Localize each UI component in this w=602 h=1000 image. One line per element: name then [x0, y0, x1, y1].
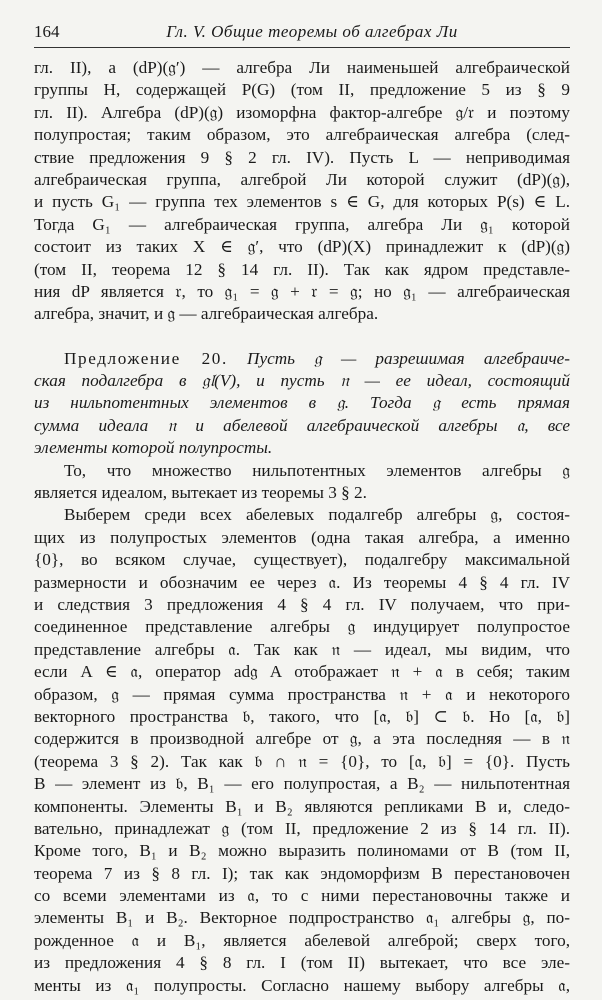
- text-line: из нильпотентных элементов в 𝔤. Тогда 𝔤 есть прямая: [34, 393, 570, 413]
- proposition-20: [34, 348, 570, 460]
- text-line: и пусть G₁ — группа тех элементов s ∈ G, для которых P(s) ∈ L.: [34, 192, 570, 212]
- text-line: векторного пространства 𝔟, такого, что [𝔞, 𝔟] ⊂ 𝔟. Но [𝔞, 𝔟]: [34, 706, 570, 726]
- text-line: Тогда G₁ — алгебраическая группа, алгебра Ли 𝔤₁ которой: [34, 214, 570, 234]
- text-line: если A ∈ 𝔞, оператор ad𝔤 A отображает 𝔫 + 𝔞 в себя; таким: [34, 662, 570, 682]
- text-line: гл. II). Алгебра (dP)(𝔤) изоморфна фактор-алгебре 𝔤/𝔯 и поэтому: [34, 102, 570, 122]
- text-line: ствие предложения 9 § 2 гл. IV). Пусть L — неприводимая: [34, 147, 570, 167]
- text-line: ская подалгебра в 𝔤𝔩(V), и пусть 𝔫 — ее идеал, состоящий: [34, 371, 570, 391]
- text-line: алгебра, значит, и 𝔤 — алгебраическая алгебра.: [34, 304, 379, 324]
- proposition-text: Пусть 𝔤 — разрешимая алгебраиче-: [247, 348, 570, 368]
- text-line: из предложения 4 § 8 гл. I (том II) вытекает, что все эле-: [34, 953, 570, 973]
- text-line: группы H, содержащей P(G) (том II, предложение 5 из § 9: [34, 80, 570, 100]
- text-line: вательно, принадлежат 𝔤 (том II, предложение 2 из § 14 гл. II).: [34, 818, 570, 838]
- text-line: {0}, во всяком случае, существует), подалгебру максимальной: [34, 550, 570, 570]
- text-line: представление алгебры 𝔞. Так как 𝔫 — идеал, мы видим, что: [34, 639, 570, 659]
- paragraph-1: [34, 57, 570, 326]
- text-line: и следствия 3 предложения 4 § 4 гл. IV получаем, что при-: [34, 594, 570, 614]
- text-line: компоненты. Элементы B₁ и B₂ являются репликами B и, следо-: [34, 796, 570, 816]
- text-line: образом, 𝔤 — прямая сумма пространства 𝔫 + 𝔞 и некоторого: [34, 684, 570, 704]
- text-line: является идеалом, вытекает из теоремы 3 § 2.: [34, 483, 367, 503]
- text-line: ния dP является 𝔯, то 𝔤₁ = 𝔤 + 𝔯 = 𝔤; но 𝔤₁ — алгебраическая: [34, 281, 570, 301]
- text-line: Выберем среди всех абелевых подалгебр алгебры 𝔤, состоя-: [64, 505, 570, 525]
- text-line: [34, 348, 570, 370]
- text-line: (теорема 3 § 2). Так как 𝔟 ∩ 𝔫 = {0}, то [𝔞, 𝔟] = {0}. Пусть: [34, 751, 570, 771]
- text-line: сумма идеала 𝔫 и абелевой алгебраической алгебры 𝔞, все: [34, 415, 570, 435]
- paragraph-3: [34, 504, 570, 997]
- paragraph-2: [34, 460, 570, 505]
- text-line: щих из полупростых элементов (одна такая алгебра, а именно: [34, 527, 570, 547]
- running-header: [34, 22, 570, 48]
- text-line: со всеми элементами из 𝔞, то с ними перестановочны также и: [34, 886, 570, 906]
- text-line: менты из 𝔞₁ полупросты. Согласно нашему выбору алгебры 𝔞,: [34, 975, 570, 995]
- text-line: То, что множество нильпотентных элементов алгебры 𝔤: [64, 460, 570, 480]
- text-line: алгебраическая группа, алгеброй Ли которой служит (dP)(𝔤),: [34, 169, 570, 189]
- text-line: рожденное 𝔞 и B₁, является абелевой алгеброй; сверх того,: [34, 930, 570, 950]
- text-line: гл. II), а (dP)(𝔤′) — алгебра Ли наименьшей алгебраической: [34, 58, 570, 77]
- text-line: (том II, теорема 12 § 14 гл. II). Так как ядром представле-: [34, 259, 570, 279]
- text-line: содержится в производной алгебре от 𝔤, а эта последняя — в 𝔫: [34, 729, 570, 749]
- text-line: B — элемент из 𝔟, B₁ — его полупростая, а B₂ — нильпотентная: [34, 774, 570, 794]
- text-line: полупростая; таким образом, это алгебраическая алгебра (след-: [34, 125, 570, 145]
- chapter-title: Гл. V. Общие теоремы об алгебрах Ли: [166, 22, 458, 41]
- text-line: соединенное представление алгебры 𝔤 индуцирует полупростое: [34, 617, 570, 637]
- proposition-label: Предложение 20.: [64, 348, 228, 368]
- text-line: размерности и обозначим ее через 𝔞. Из теоремы 4 § 4 гл. IV: [34, 572, 570, 592]
- text-line: элементы B₁ и B₂. Векторное подпространство 𝔞₁ алгебры 𝔤, по-: [34, 908, 570, 928]
- page-number: 164: [34, 22, 60, 41]
- text-line: состоит из таких X ∈ 𝔤′, что (dP)(X) принадлежит к (dP)(𝔤): [34, 237, 570, 257]
- text-line: элементы которой полупросты.: [34, 438, 273, 458]
- text-line: Кроме того, B₁ и B₂ можно выразить полиномами от B (том II,: [34, 841, 570, 861]
- text-line: теорема 7 из § 8 гл. I); так как эндоморфизм B перестановочен: [34, 863, 570, 883]
